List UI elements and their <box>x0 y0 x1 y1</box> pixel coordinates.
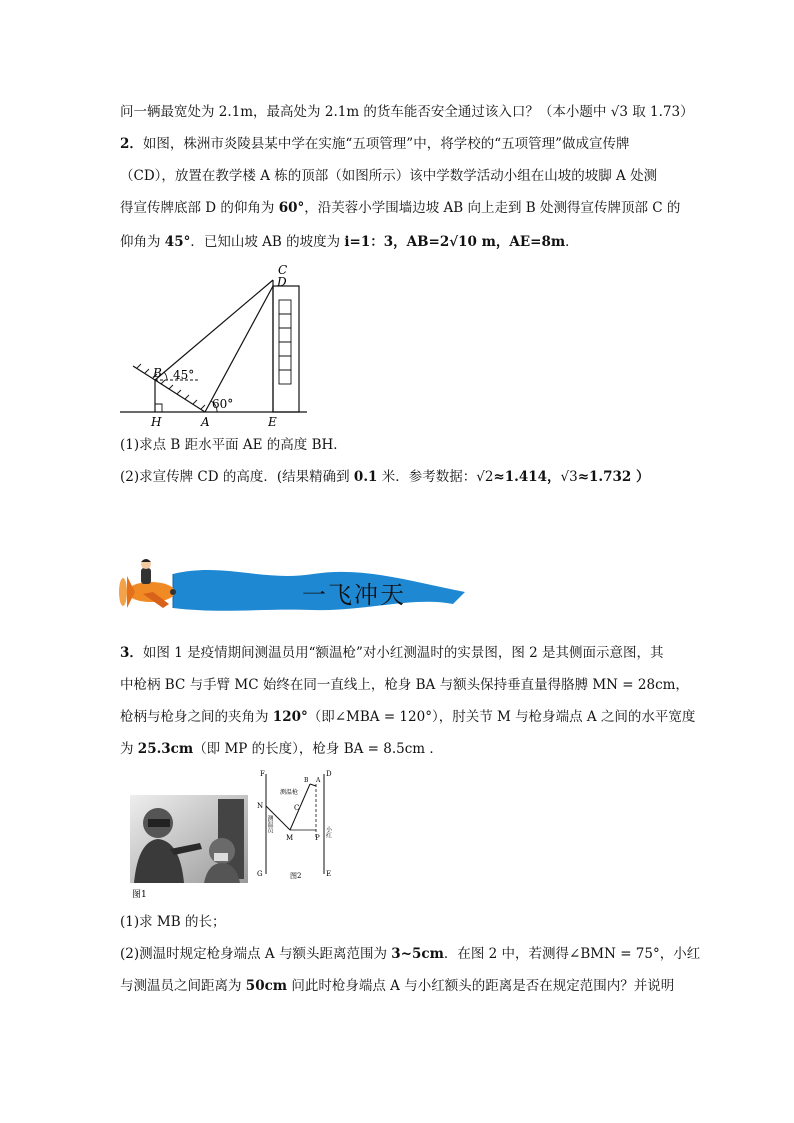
label-h: H <box>151 415 162 429</box>
q3-part-1: (1)求 MB 的长； <box>120 914 226 930</box>
q2-line-2: （CD），放置在教学楼 A 栋的顶部（如图所示）该中学数学活动小组在山坡的坡脚 A 处测 <box>120 168 658 184</box>
f2-label-f: F <box>260 770 265 778</box>
slope-geometry-figure <box>115 260 315 430</box>
f2-label-a: A <box>316 777 321 784</box>
slope-extension <box>133 366 155 380</box>
section-banner-title: 一飞冲天 <box>302 581 406 609</box>
f2-label-girl: 小红 <box>324 826 332 838</box>
sign-panels <box>279 300 291 384</box>
q3-part-2-line-1: (2)测温时规定枪身端点 A 与额头距离范围为 3~5cm．在图 2 中，若测得∠BMN = 75°，小红 <box>120 946 701 962</box>
f2-label-m: M <box>286 834 294 842</box>
label-60: 60° <box>212 397 234 411</box>
figure-1-caption: 图1 <box>132 890 147 900</box>
label-e: E <box>268 415 277 429</box>
pilot-figure <box>141 559 151 584</box>
label-a: A <box>201 415 210 429</box>
arc-45 <box>164 372 167 380</box>
q3-part-2-line-2: 与测温员之间距离为 50cm 问此时枪身端点 A 与小红额头的距离是否在规定范围内？并说明 <box>120 978 675 994</box>
f2-label-b: B <box>304 777 309 784</box>
sightline-ad <box>205 286 273 412</box>
f2-label-n: N <box>257 802 264 810</box>
slope-ab <box>155 380 205 412</box>
q1-tail-line: 问一辆最宽处为 2.1m，最高处为 2.1m 的货车能否安全通过该入口？（本小题中 √3 取 1.73） <box>120 104 694 120</box>
q2-part-1: (1)求点 B 距水平面 AE 的高度 BH． <box>120 437 347 453</box>
right-angle-h <box>155 404 162 412</box>
sightline-bc <box>155 280 273 380</box>
section-banner <box>113 552 467 622</box>
q2-line-1: 2．如图，株洲市炎陵县某中学在实施“五项管理”中，将学校的“五项管理”做成宣传牌 <box>120 136 630 152</box>
f2-label-p: P <box>315 834 320 842</box>
label-45: 45° <box>173 368 195 382</box>
q3-line-4: 为 25.3cm（即 MP 的长度），枪身 BA = 8.5cm ． <box>120 741 443 757</box>
f2-label-d: D <box>326 770 332 778</box>
q3-line-2: 中枪柄 BC 与手臂 MC 始终在同一直线上，枪身 BA 与额头保持垂直量得胳膊 MN = 28cm， <box>120 677 689 693</box>
building-a <box>273 286 299 412</box>
label-b: B <box>153 366 162 380</box>
figure-1-photo <box>130 795 250 900</box>
f2-label-g: G <box>257 870 263 878</box>
q2-part-2: (2)求宣传牌 CD 的高度．(结果精确到 0.1 米．参考数据：√2≈1.414，√3≈1.732 ） <box>120 469 650 485</box>
f2-label-gun: 测温枪 <box>280 789 299 796</box>
figure-2-diagram <box>252 768 352 880</box>
q3-line-1: 3．如图 1 是疫情期间测温员用“额温枪”对小红测温时的实景图，图 2 是其侧面示意图，其 <box>120 645 664 661</box>
slope-hatching <box>137 364 205 409</box>
gun-ba <box>310 784 316 786</box>
q3-line-3: 枪柄与枪身之间的夹角为 120°（即∠MBA = 120°），肘关节 M 与枪身端点 A 之间的水平宽度 <box>120 709 696 725</box>
label-d: D <box>277 275 287 289</box>
f2-label-worker <box>255 814 273 834</box>
f2-label-e: E <box>326 870 332 878</box>
f2-label-c: C <box>294 804 300 812</box>
q2-line-3: 得宣传牌底部 D 的仰角为 60°，沿芙蓉小学围墙边坡 AB 向上走到 B 处测得宣传牌顶部 C 的 <box>120 200 681 216</box>
label-c: C <box>278 263 288 277</box>
f2-caption: 图2 <box>290 872 302 880</box>
f2-worker-vertical: 测温员 <box>255 815 273 822</box>
q2-line-4: 仰角为 45°．已知山坡 AB 的坡度为 i=1：3，AB=2√10 m，AE=8m． <box>120 234 579 250</box>
